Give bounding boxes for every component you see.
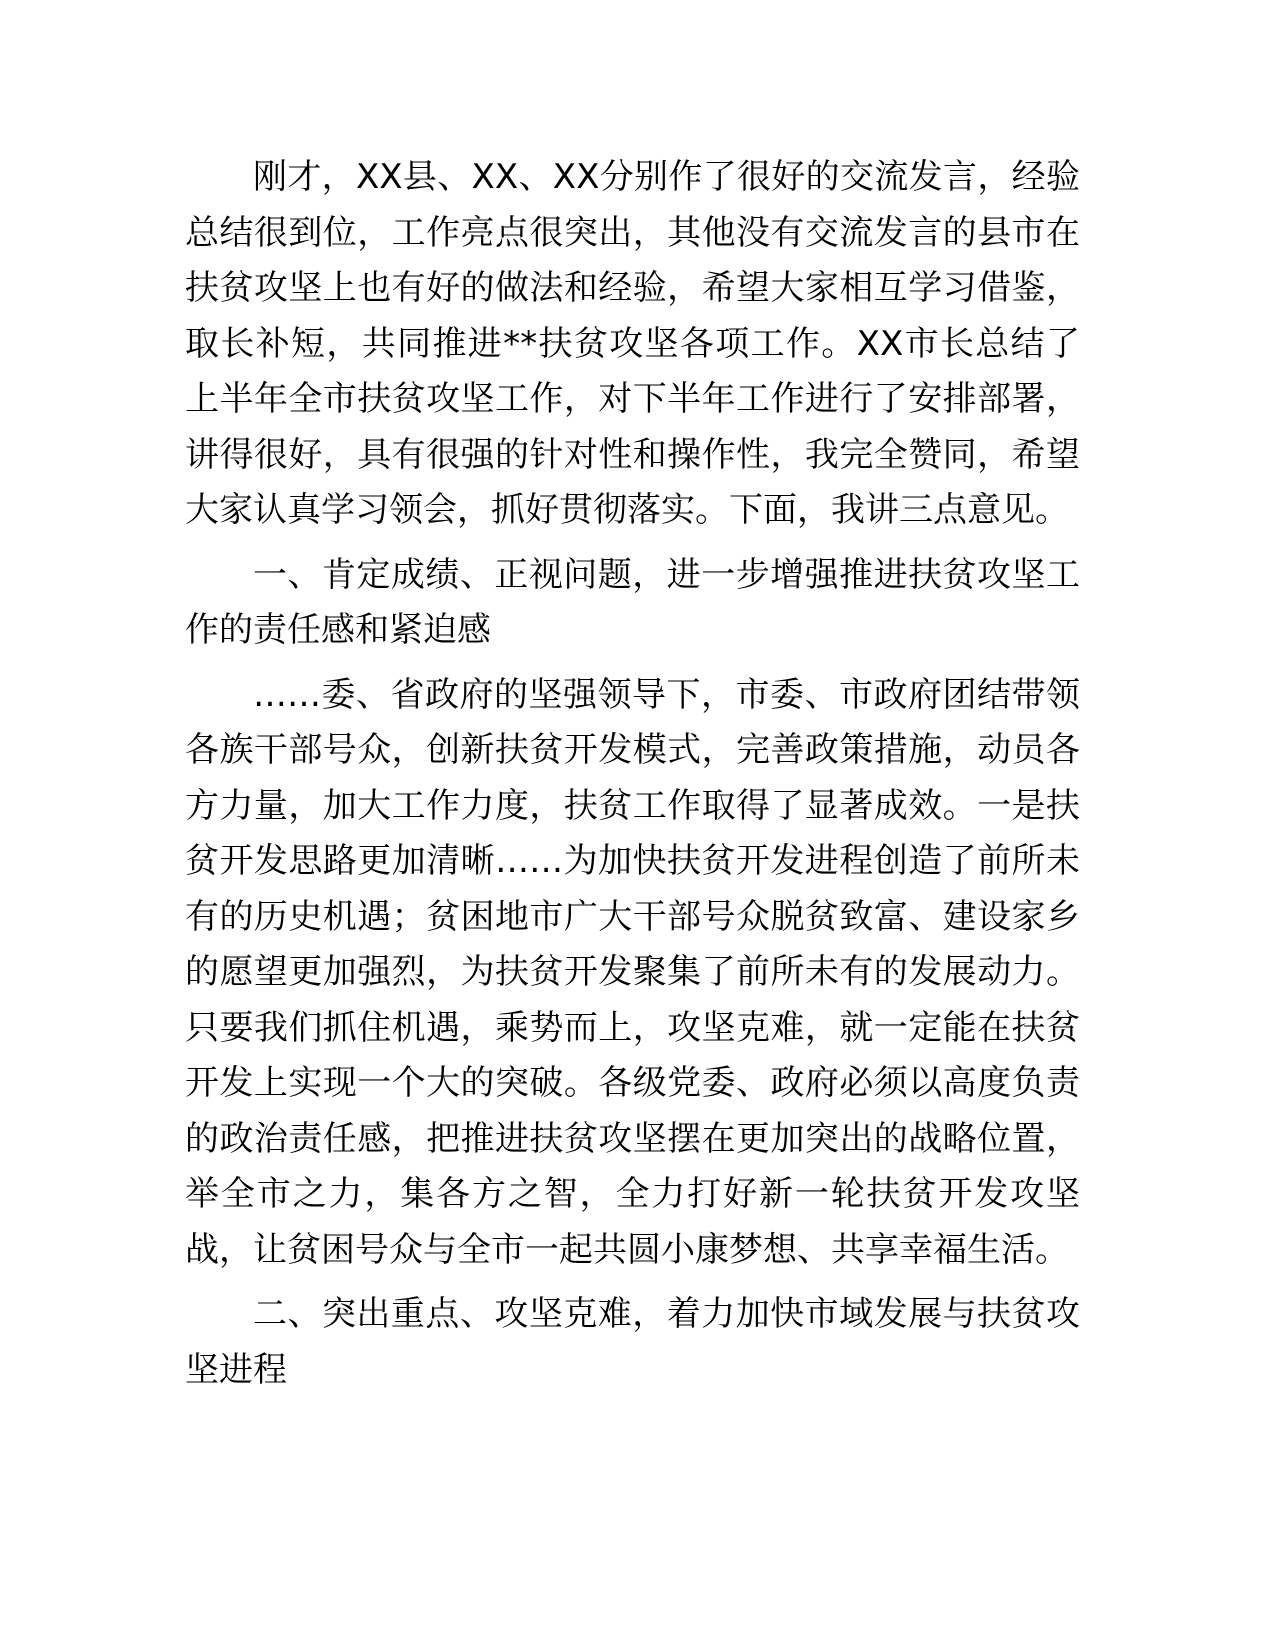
section-heading-1: 一、肯定成绩、正视问题，进一步增强推进扶贫攻坚工作的责任感和紧迫感 (185, 554, 1080, 650)
intro-paragraph: 刚才，XX县、XX、XX分别作了很好的交流发言，经验总结很到位，工作亮点很突出，其他没有交流发言的县市在扶贫攻坚上也有好的做法和经验，希望大家相互学习借鉴，取长补短，共同推进**扶贫攻坚各项工作。XX市长总结了上半年全市扶贫攻坚工作，对下半年工作进行了安排部署，讲得很好，具有很强的针对性和操作性，我完全赞同，希望大家认真学习领会，抓好贯彻落实。下面，我讲三点意见。 (185, 157, 1080, 530)
section-heading-2: 二、突出重点、攻坚克难，着力加快市域发展与扶贫攻坚进程 (185, 1294, 1080, 1390)
body-paragraph: ……委、省政府的坚强领导下，市委、市政府团结带领各族干部号众，创新扶贫开发模式，完善政策措施，动员各方力量，加大工作力度，扶贫工作取得了显著成效。一是扶贫开发思路更加清晰……为加快扶贫开发进程创造了前所未有的历史机遇；贫困地市广大干部号众脱贫致富、建设家乡的愿望更加强烈，为扶贫开发聚集了前所未有的发展动力。只要我们抓住机遇，乘势而上，攻坚克难，就一定能在扶贫开发上实现一个大的突破。各级党委、政府必须以高度负责的政治责任感，把推进扶贫攻坚摆在更加突出的战略位置，举全市之力，集各方之智，全力打好新一轮扶贫开发攻坚战，让贫困号众与全市一起共圆小康梦想、共享幸福生活。 (185, 674, 1080, 1270)
document-body (185, 150, 1080, 1407)
